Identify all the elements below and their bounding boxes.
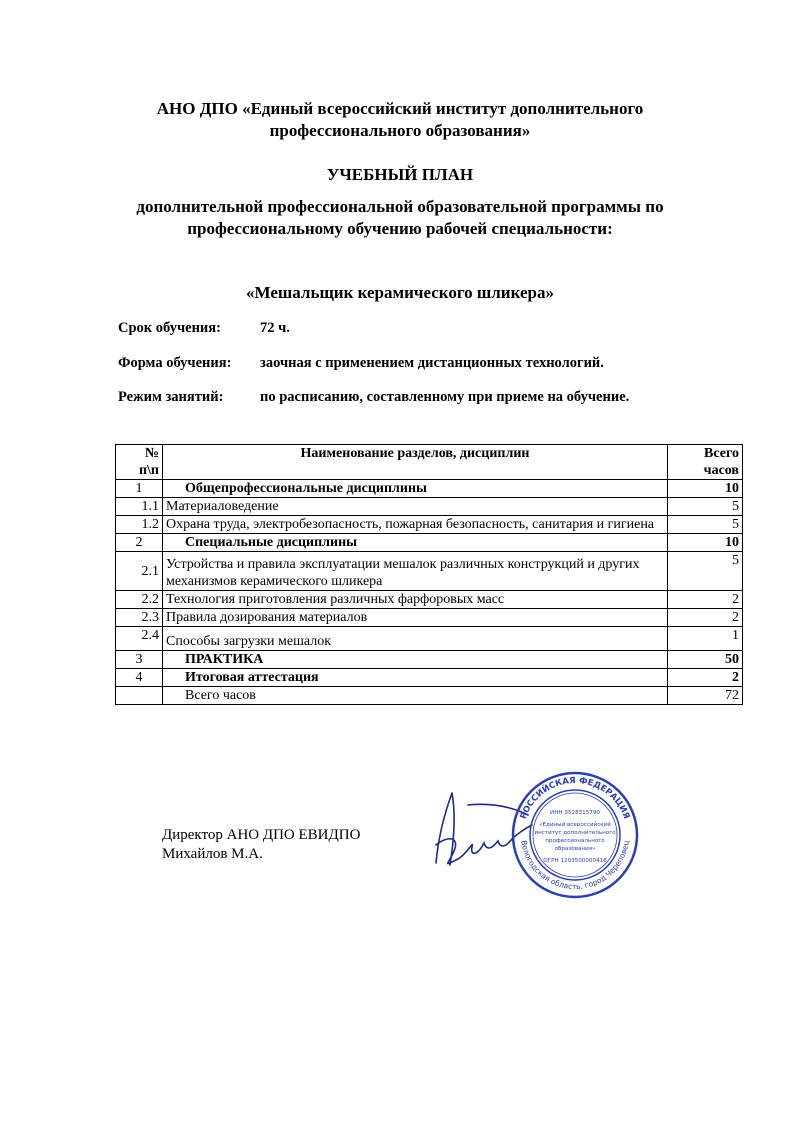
director-name: Михайлов М.А. xyxy=(162,846,263,862)
director-position: Директор АНО ДПО ЕВИДПО xyxy=(162,827,361,843)
program-subtitle xyxy=(80,196,720,240)
table-row xyxy=(116,627,743,651)
row-hours: 10 xyxy=(668,534,743,552)
stamp-inner-line1: «Единый всероссийский xyxy=(539,822,611,828)
program-subtitle-line1: дополнительной профессиональной образовательной программы по xyxy=(136,197,664,216)
info-mode xyxy=(118,389,630,406)
table-row xyxy=(116,669,743,687)
header-hours-line2: часов xyxy=(703,463,739,478)
row-name: Охрана труда, электробезопасность, пожарная безопасность, санитария и гигиена xyxy=(163,516,668,534)
table-row xyxy=(116,534,743,552)
row-num: 1 xyxy=(116,480,163,498)
signature-block xyxy=(162,826,360,864)
row-name: Правила дозирования материалов xyxy=(163,609,668,627)
row-name: ПРАКТИКА xyxy=(163,651,668,669)
row-hours: 2 xyxy=(668,669,743,687)
table-header-row xyxy=(116,445,743,480)
row-name: Итоговая аттестация xyxy=(163,669,668,687)
row-num: 2.3 xyxy=(116,609,163,627)
row-name: Устройства и правила эксплуатации мешалок различных конструкций и других механизмов керамического шликера xyxy=(163,552,668,591)
row-num: 2 xyxy=(116,534,163,552)
organization-title-line1: АНО ДПО «Единый всероссийский институт дополнительного xyxy=(156,99,644,118)
row-name: Материаловедение xyxy=(163,498,668,516)
organization-stamp xyxy=(510,770,640,900)
info-duration xyxy=(118,320,290,337)
stamp-inner-line3: профессионального xyxy=(545,838,605,844)
stamp-inn: ИНН 3528315790 xyxy=(550,810,600,816)
row-name: Всего часов xyxy=(163,687,668,705)
stamp-inner-line4: образования» xyxy=(554,846,596,852)
row-num xyxy=(116,687,163,705)
table-row xyxy=(116,498,743,516)
row-hours: 72 xyxy=(668,687,743,705)
table-row xyxy=(116,516,743,534)
row-hours: 1 xyxy=(668,627,743,651)
row-name: Способы загрузки мешалок xyxy=(163,627,668,651)
header-num-line2: п\п xyxy=(138,463,159,478)
form-label: Форма обучения: xyxy=(118,355,232,371)
row-hours: 50 xyxy=(668,651,743,669)
organization-title xyxy=(100,98,700,142)
stamp-ogrn: ОГРН 1203500000416 xyxy=(543,858,607,864)
mode-value: по расписанию, составленному при приеме на обучение. xyxy=(260,389,630,405)
form-value: заочная с применением дистанционных технологий. xyxy=(260,355,604,371)
header-hours xyxy=(668,445,743,480)
row-name: Специальные дисциплины xyxy=(163,534,668,552)
row-name: Общепрофессиональные дисциплины xyxy=(163,480,668,498)
row-hours: 2 xyxy=(668,591,743,609)
table-row xyxy=(116,480,743,498)
row-num: 1.2 xyxy=(116,516,163,534)
row-num: 1.1 xyxy=(116,498,163,516)
row-hours: 5 xyxy=(668,552,743,591)
program-name: «Мешальщик керамического шликера» xyxy=(246,283,554,302)
organization-title-line2: профессионального образования» xyxy=(269,121,531,140)
row-hours: 2 xyxy=(668,609,743,627)
table-row xyxy=(116,687,743,705)
mode-label: Режим занятий: xyxy=(118,389,224,405)
row-hours: 5 xyxy=(668,498,743,516)
duration-label: Срок обучения: xyxy=(118,320,221,336)
program-subtitle-line2: профессиональному обучению рабочей специальности: xyxy=(187,219,613,238)
row-hours: 5 xyxy=(668,516,743,534)
info-form xyxy=(118,355,604,372)
table-row xyxy=(116,651,743,669)
table-row xyxy=(116,609,743,627)
row-name: Технология приготовления различных фарфоровых масс xyxy=(163,591,668,609)
curriculum-table xyxy=(115,444,743,705)
table-row xyxy=(116,552,743,591)
header-name: Наименование разделов, дисциплин xyxy=(163,445,668,480)
header-hours-line1: Всего xyxy=(704,446,739,461)
plan-title: УЧЕБНЫЙ ПЛАН xyxy=(326,165,474,184)
duration-value: 72 ч. xyxy=(260,320,290,336)
row-num: 2.1 xyxy=(116,552,163,591)
stamp-ring-top: РОССИЙСКАЯ ФЕДЕРАЦИЯ xyxy=(518,775,632,821)
header-num-line1: № xyxy=(144,446,159,461)
header-num xyxy=(116,445,163,480)
row-num: 2.4 xyxy=(116,627,163,651)
stamp-inner-line2: институт дополнительного xyxy=(534,830,616,836)
stamp-ring-bottom: Вологодская область, город Череповец xyxy=(519,839,631,892)
row-num: 2.2 xyxy=(116,591,163,609)
row-hours: 10 xyxy=(668,480,743,498)
table-row xyxy=(116,591,743,609)
row-num: 4 xyxy=(116,669,163,687)
row-num: 3 xyxy=(116,651,163,669)
